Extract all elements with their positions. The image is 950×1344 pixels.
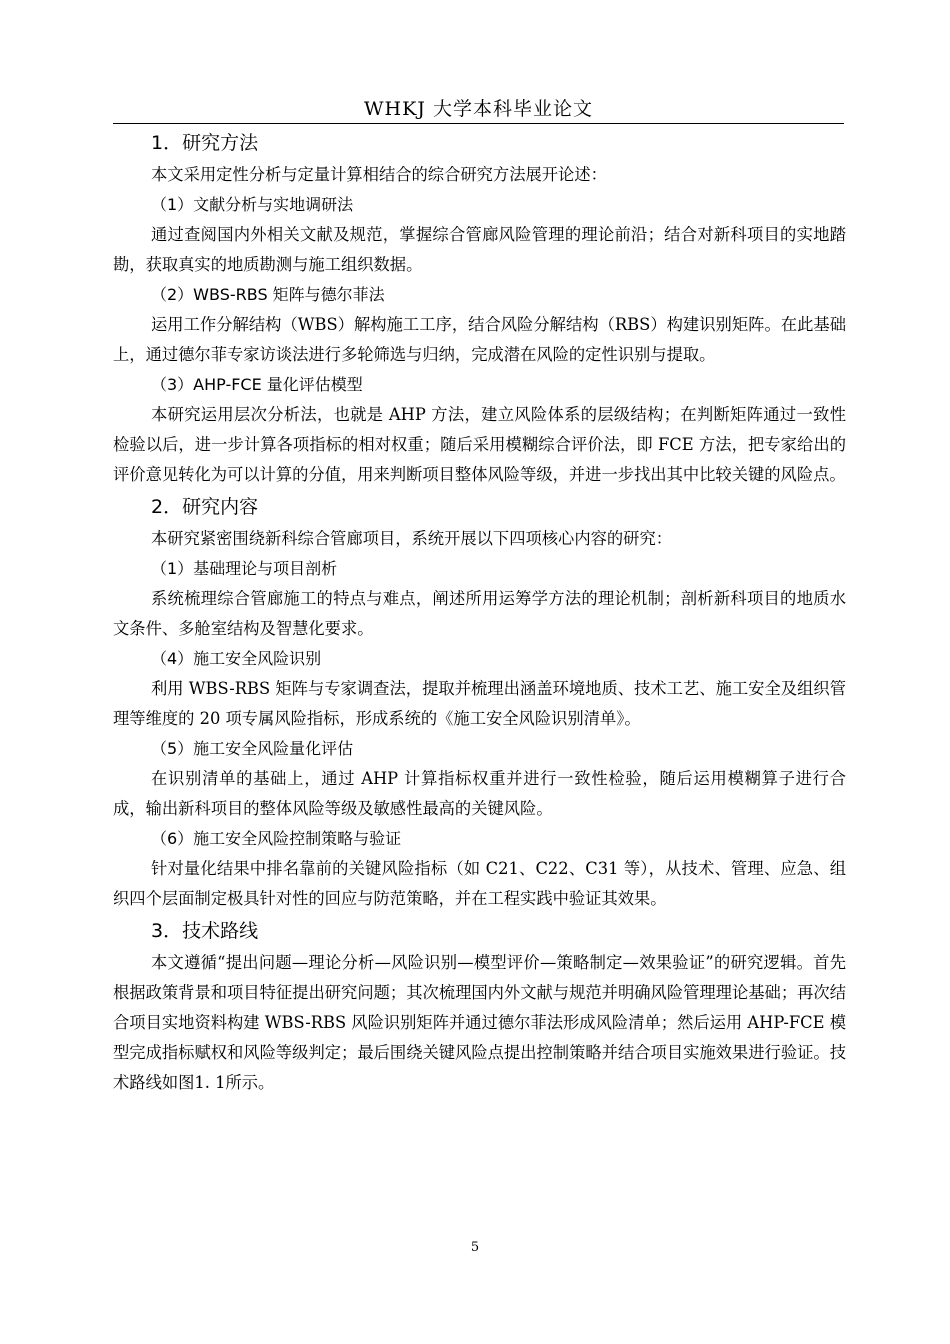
paragraph: 运用工作分解结构（WBS）解构施工工序，结合风险分解结构（RBS）构建识别矩阵。在此基础上，通过德尔菲专家访谈法进行多轮筛选与归纳，完成潜在风险的定性识别与提取。 — [113, 315, 846, 364]
paragraph: 在识别清单的基础上，通过 AHP 计算指标权重并进行一致性检验，随后运用模糊算子进行合成，输出新科项目的整体风险等级及敏感性最高的关键风险。 — [113, 769, 846, 818]
paragraph: 针对量化结果中排名靠前的关键风险指标（如 C21、C22、C31 等），从技术、管理、应急、组织四个层面制定极具针对性的回应与防范策略，并在工程实践中验证其效果。 — [113, 859, 846, 908]
paragraph: 本研究运用层次分析法，也就是 AHP 方法，建立风险体系的层级结构；在判断矩阵通过一致性检验以后，进一步计算各项指标的相对权重；随后采用模糊综合评价法，即 FCE 方法，把专家给出的评价意见转化为可以计算的分值，用来判断项目整体风险等级，并进一步找出其中比较关键的风险点。 — [113, 405, 846, 484]
subsection-heading: （3）AHP-FCE 量化评估模型 — [151, 375, 363, 394]
subsection-heading: （5）施工安全风险量化评估 — [151, 739, 354, 758]
paragraph: 本文采用定性分析与定量计算相结合的综合研究方法展开论述： — [151, 165, 607, 184]
paragraph: 系统梳理综合管廊施工的特点与难点，阐述所用运筹学方法的理论机制；剖析新科项目的地质水文条件、多舱室结构及智慧化要求。 — [113, 589, 846, 638]
section-heading: 3．技术路线 — [151, 920, 259, 942]
subsection-heading: （6）施工安全风险控制策略与验证 — [151, 829, 402, 848]
subsection-heading: （4）施工安全风险识别 — [151, 649, 322, 668]
paragraph: 本文遵循“提出问题—理论分析—风险识别—模型评价—策略制定—效果验证”的研究逻辑。首先根据政策背景和项目特征提出研究问题；其次梳理国内外文献与规范并明确风险管理理论基础；再次结合项目实地资料构建 WBS-RBS 风险识别矩阵并通过德尔菲法形成风险清单；然后运用 AHP-FCE 模型完成指标赋权和风险等级判定；最后围绕关键风险点提出控制策略并结合项目实施效果进行验证。技术路线如图1. 1所示。 — [113, 953, 846, 1092]
section-heading: 2．研究内容 — [151, 496, 259, 518]
document-body — [113, 126, 846, 1098]
page-number: 5 — [470, 1240, 480, 1255]
paragraph: 利用 WBS-RBS 矩阵与专家调查法，提取并梳理出涵盖环境地质、技术工艺、施工安全及组织管理等维度的 20 项专属风险指标，形成系统的《施工安全风险识别清单》。 — [113, 679, 846, 728]
subsection-heading: （1）文献分析与实地调研法 — [151, 195, 354, 214]
running-header: WHKJ 大学本科毕业论文 — [364, 98, 593, 120]
header-rule — [113, 123, 844, 124]
paragraph: 本研究紧密围绕新科综合管廊项目，系统开展以下四项核心内容的研究： — [151, 529, 673, 548]
paragraph: 通过查阅国内外相关文献及规范，掌握综合管廊风险管理的理论前沿；结合对新科项目的实地踏勘，获取真实的地质勘测与施工组织数据。 — [113, 225, 846, 274]
subsection-heading: （1）基础理论与项目剖析 — [151, 559, 338, 578]
subsection-heading: （2）WBS-RBS 矩阵与德尔菲法 — [151, 285, 385, 304]
section-heading: 1．研究方法 — [151, 132, 259, 154]
